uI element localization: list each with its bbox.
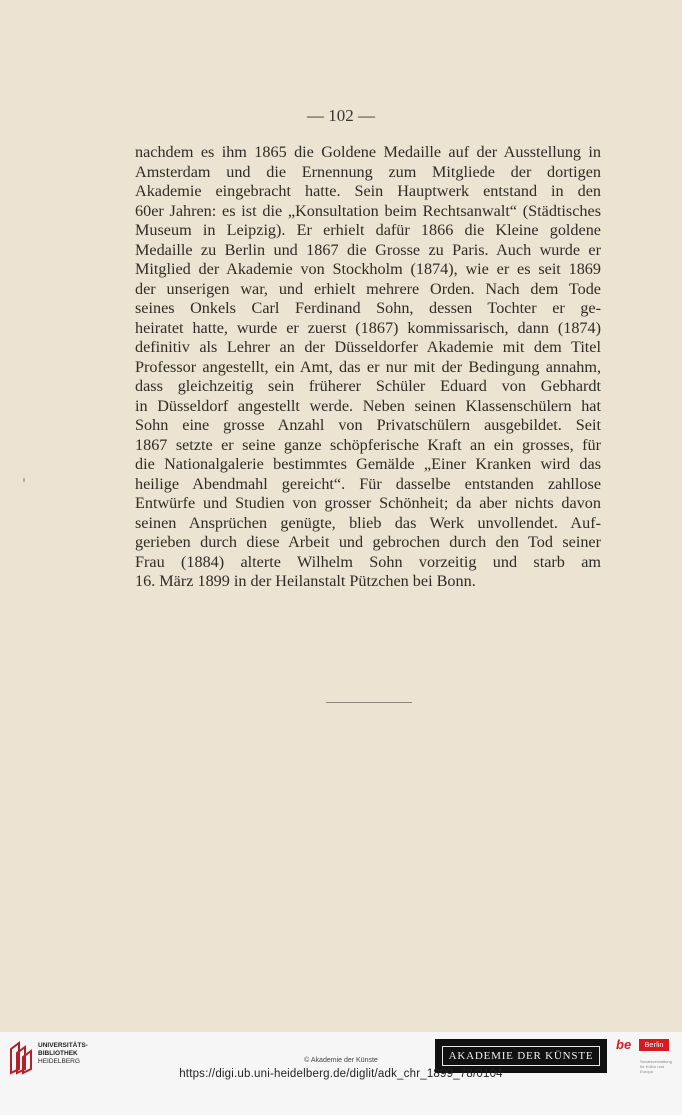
text-line: in Düsseldorf angestellt werde. Neben seinen Klassenschülern hat	[135, 396, 601, 415]
permalink-url[interactable]: https://digi.ub.uni-heidelberg.de/diglit/adk_chr_1899_78/0104	[179, 1068, 503, 1080]
library-name-line: HEIDELBERG	[38, 1058, 80, 1065]
text-line: Sohn eine grosse Anzahl von Privatschülern ausgebildet. Seit	[135, 416, 601, 434]
text-line: gerieben durch diese Arbeit und gebrochen durch den Tod seiner	[135, 533, 601, 551]
text-line: nachdem es ihm 1865 die Goldene Medaille auf der Ausstellung in	[135, 143, 601, 161]
text-line: seines Onkels Carl Ferdinand Sohn, dessen Tochter er ge-	[135, 299, 601, 317]
library-name-line: BIBLIOTHEK	[38, 1050, 78, 1057]
text-line: Medaille zu Berlin und 1867 die Grosse zu Paris. Auch wurde er	[135, 240, 601, 259]
text-line: heilige Abendmahl gereicht“. Für dasselbe entstanden zahllose	[135, 474, 601, 493]
library-name-line: UNIVERSITÄTS-	[38, 1042, 88, 1049]
copyright-notice: © Akademie der Künste	[304, 1057, 378, 1064]
page-number: — 102 —	[307, 106, 375, 125]
body-text	[135, 143, 601, 592]
text-line: definitiv als Lehrer an der Düsseldorfer Akademie mit dem Titel	[135, 338, 601, 356]
text-line: Entwürfe und Studien von grosser Schönheit; da aber nichts davon	[135, 494, 601, 512]
text-line: 16. März 1899 in der Heilanstalt Pützchen bei Bonn.	[135, 572, 476, 590]
text-line: Museum in Leipzig). Er erhielt dafür 1866 die Kleine goldene	[135, 221, 601, 239]
text-line: Frau (1884) alterte Wilhelm Sohn vorzeitig und starb am	[135, 552, 601, 571]
section-divider	[326, 702, 412, 703]
berlin-be-mark: be	[616, 1037, 632, 1052]
text-line: Amsterdam und die Ernennung zum Mitgliede der dortigen	[135, 162, 601, 181]
text-line: der unserigen war, und erhielt mehrere Orden. Nach dem Tode	[135, 279, 601, 298]
berlin-badge: Berlin	[639, 1039, 669, 1051]
text-line: Akademie eingebracht hatte. Sein Hauptwerk entstand in den	[135, 182, 601, 200]
text-line: seinen Ansprüchen genügte, blieb das Werk unvollendet. Auf-	[135, 513, 601, 532]
text-line: heiratet hatte, wurde er zuerst (1867) kommissarisch, dann (1874)	[135, 318, 601, 337]
text-line: 1867 setzte er seine ganze schöpferische Kraft an ein grosses, für	[135, 435, 601, 454]
text-line: Mitglied der Akademie von Stockholm (1874), wie er es seit 1869	[135, 260, 601, 278]
berlin-subtitle: Senatsverwaltung für Kultur und Europa	[640, 1059, 672, 1074]
adk-logo-label: AKADEMIE DER KÜNSTE	[442, 1046, 601, 1066]
text-line: die Nationalgalerie bestimmtes Gemälde „Einer Kranken wird das	[135, 455, 601, 473]
text-line: 60er Jahren: es ist die „Konsultation beim Rechtsanwalt“ (Städtisches	[135, 201, 601, 220]
scan-mark	[23, 478, 25, 482]
text-line: Professor angestellt, ein Amt, das er nur mit der Bedingung annahm,	[135, 357, 601, 376]
text-line: dass gleichzeitig sein früherer Schüler Eduard von Gebhardt	[135, 377, 601, 395]
